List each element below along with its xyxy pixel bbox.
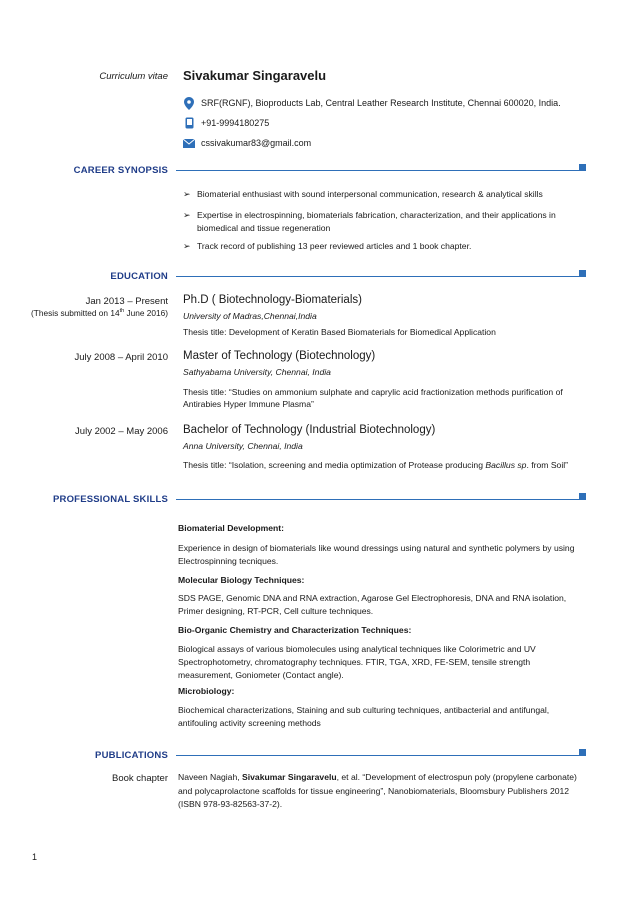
email-row[interactable]	[182, 137, 311, 149]
arrow-bullet-icon: ➢	[183, 189, 191, 199]
career-synopsis-heading: CAREER SYNOPSIS	[73, 165, 168, 176]
envelope-icon	[182, 137, 196, 149]
arrow-bullet-icon: ➢	[183, 210, 191, 220]
thesis-title: Thesis title: Development of Keratin Based Biomaterials for Biomedical Application	[183, 327, 496, 337]
skill-description: SDS PAGE, Genomic DNA and RNA extraction, Agarose Gel Electrophoresis, DNA and RNA isolation, Primer designing, RT-PCR, Cell culture techniques.	[178, 593, 567, 616]
section-divider	[176, 755, 579, 756]
skill-heading: Molecular Biology Techniques:	[178, 575, 305, 585]
section-marker	[579, 493, 586, 500]
arrow-bullet-icon: ➢	[183, 241, 191, 251]
education-date: Jan 2013 – Present	[85, 296, 168, 307]
skill-description: Experience in design of biomaterials like wound dressings using natural and synthetic polymers by using Electrospinning tecniques.	[178, 543, 575, 566]
degree-title: Ph.D ( Biotechnology-Biomaterials)	[183, 294, 362, 306]
skill-description: Biological assays of various biomolecules using analytical techniques like Colorimetric and UV Spectrophotometry, chromatography techniques. FTIR, TGA, XRD, FE-SEM, tensile strength measurement, Goniometer (Contact angle).	[178, 644, 536, 680]
publications-heading: PUBLICATIONS	[95, 750, 168, 761]
thesis-title: Thesis title: “Isolation, screening and media optimization of Protease producing Bacillus sp. from Soil”	[183, 460, 569, 470]
publication-entry: Naveen Nagiah, Sivakumar Singaravelu, et al. “Development of electrospun poly (propylene carbonate) and polycaprolactone scaffolds for tissue engineering”, Nanobiomaterials, Bloomsbury Publishers 2012 (ISBN 978-93-82563-37-2).	[178, 772, 577, 809]
section-divider	[176, 276, 579, 277]
section-divider	[176, 499, 579, 500]
candidate-name: Sivakumar Singaravelu	[183, 68, 327, 83]
address-row	[182, 97, 561, 109]
address-text: SRF(RGNF), Bioproducts Lab, Central Leather Research Institute, Chennai 600020, India.	[201, 98, 561, 108]
career-bullet: ➢ Biomaterial enthusiast with sound interpersonal communication, research & analytical skills	[183, 189, 543, 199]
cv-label: Curriculum vitae	[99, 71, 168, 82]
publication-type-label: Book chapter	[112, 773, 168, 784]
institution: University of Madras,Chennai,India	[183, 311, 317, 321]
thesis-submitted-note: (Thesis submitted on 14th June 2016)	[31, 308, 168, 318]
skill-heading: Bio-Organic Chemistry and Characterization Techniques:	[178, 625, 412, 635]
education-heading: EDUCATION	[110, 271, 168, 282]
institution: Anna University, Chennai, India	[183, 441, 303, 451]
skill-heading: Biomaterial Development:	[178, 523, 285, 533]
phone-row	[182, 117, 269, 129]
page-number: 1	[32, 852, 38, 862]
skill-description: Biochemical characterizations, Staining and sub culturing techniques, antibacterial and antifungal, antifouling activity screening methods	[178, 705, 550, 728]
education-date: July 2008 – April 2010	[74, 352, 168, 363]
section-marker	[579, 749, 586, 756]
professional-skills-heading: PROFESSIONAL SKILLS	[53, 494, 168, 505]
career-bullet: ➢ Expertise in electrospinning, biomaterials fabrication, characterization, and their applications in biomedical and tissue regeneration	[183, 210, 556, 233]
phone-text: +91-9994180275	[201, 118, 270, 128]
section-marker	[579, 270, 586, 277]
skill-heading: Microbiology:	[178, 686, 235, 696]
section-marker	[579, 164, 586, 171]
education-date: July 2002 – May 2006	[75, 426, 168, 437]
email-text[interactable]: cssivakumar83@gmail.com	[201, 138, 312, 148]
phone-icon	[182, 117, 196, 129]
institution: Sathyabama University, Chennai, India	[183, 367, 331, 377]
career-bullet: ➢ Track record of publishing 13 peer reviewed articles and 1 book chapter.	[183, 241, 472, 251]
section-divider	[176, 170, 579, 171]
thesis-title: Thesis title: “Studies on ammonium sulphate and caprylic acid fractionization methods purification of Antirabies Hyper Immune Plasma”	[183, 387, 563, 409]
degree-title: Bachelor of Technology (Industrial Biotechnology)	[183, 424, 436, 436]
location-pin-icon	[182, 97, 196, 109]
degree-title: Master of Technology (Biotechnology)	[183, 350, 376, 362]
